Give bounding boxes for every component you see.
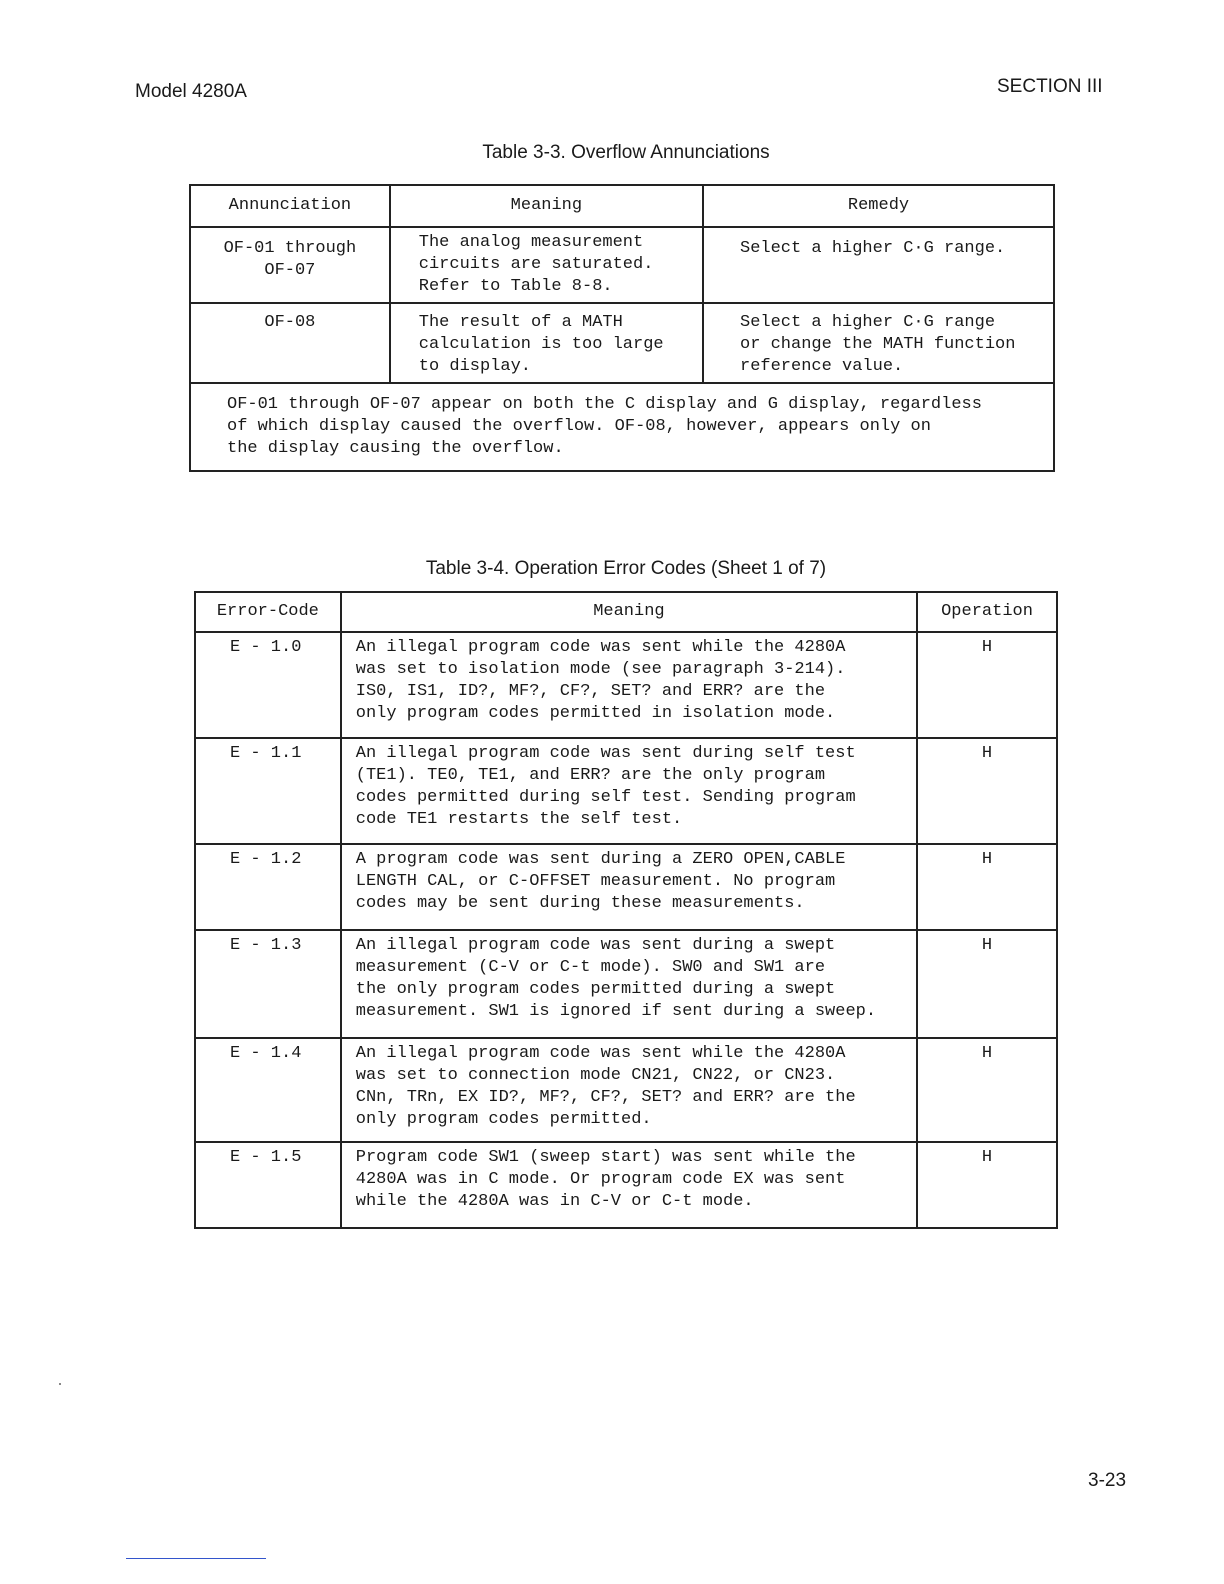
operation-cell: H [917,632,1057,738]
meaning-cell: An illegal program code was sent during a swept measurement (C-V or C-t mode). SW0 and SW1 are the only program codes permitted during a swept measurement. SW1 is ignored if sent during a sweep. [341,930,917,1038]
table-header-row [195,592,1057,632]
column-header: Meaning [390,185,703,227]
error-codes-table [194,591,1058,1229]
operation-cell: H [917,1038,1057,1142]
overflow-table [189,184,1055,472]
table-row [190,303,1054,383]
table-row [195,632,1057,738]
error-code-cell: E - 1.4 [195,1038,341,1142]
error-code-cell: E - 1.1 [195,738,341,844]
table-row [195,1142,1057,1228]
column-header: Operation [917,592,1057,632]
remedy-cell: Select a higher C·G range. [703,227,1054,303]
overflow-note: OF-01 through OF-07 appear on both the C display and G display, regardless of which display caused the overflow. OF-08, however, appears only on the display causing the overflow. [190,383,1054,471]
error-code-cell: E - 1.2 [195,844,341,930]
operation-cell: H [917,930,1057,1038]
column-header: Remedy [703,185,1054,227]
meaning-cell: Program code SW1 (sweep start) was sent while the 4280A was in C mode. Or program code EX was sent while the 4280A was in C-V or C-t mode. [341,1142,917,1228]
page-number: 3-23 [1088,1470,1127,1491]
column-header: Meaning [341,592,917,632]
error-code-cell: E - 1.5 [195,1142,341,1228]
annunciation-cell: OF-08 [190,303,390,383]
scan-speck [59,1383,61,1385]
table-header-row [190,185,1054,227]
meaning-cell: An illegal program code was sent while the 4280A was set to isolation mode (see paragraph 3-214). IS0, IS1, ID?, MF?, CF?, SET? and ERR? are the only program codes permitted in isolation mode. [341,632,917,738]
section-label: SECTION III [997,76,1103,97]
meaning-cell: An illegal program code was sent while the 4280A was set to connection mode CN21, CN22, or CN23. CNn, TRn, EX ID?, MF?, CF?, SET? and ERR? are the only program codes permitted. [341,1038,917,1142]
meaning-cell: The analog measurement circuits are saturated. Refer to Table 8-8. [390,227,703,303]
column-header: Error-Code [195,592,341,632]
table1-caption: Table 3-3. Overflow Annunciations [482,142,770,163]
meaning-cell: A program code was sent during a ZERO OPEN,CABLE LENGTH CAL, or C-OFFSET measurement. No program codes may be sent during these measurements. [341,844,917,930]
table-row [195,1038,1057,1142]
table2-caption: Table 3-4. Operation Error Codes (Sheet 1 of 7) [425,558,827,579]
table-row [195,738,1057,844]
operation-cell: H [917,738,1057,844]
table-row [190,227,1054,303]
table-row [195,844,1057,930]
error-code-cell: E - 1.3 [195,930,341,1038]
operation-cell: H [917,1142,1057,1228]
operation-cell: H [917,844,1057,930]
model-label: Model 4280A [135,81,247,102]
error-code-cell: E - 1.0 [195,632,341,738]
column-header: Annunciation [190,185,390,227]
meaning-cell: The result of a MATH calculation is too large to display. [390,303,703,383]
annunciation-cell: OF-01 through OF-07 [190,227,390,303]
table-note-row [190,383,1054,471]
table-row [195,930,1057,1038]
remedy-cell: Select a higher C·G range or change the MATH function reference value. [703,303,1054,383]
footer-rule [126,1558,266,1559]
meaning-cell: An illegal program code was sent during self test (TE1). TE0, TE1, and ERR? are the only program codes permitted during self test. Sending program code TE1 restarts the self test. [341,738,917,844]
